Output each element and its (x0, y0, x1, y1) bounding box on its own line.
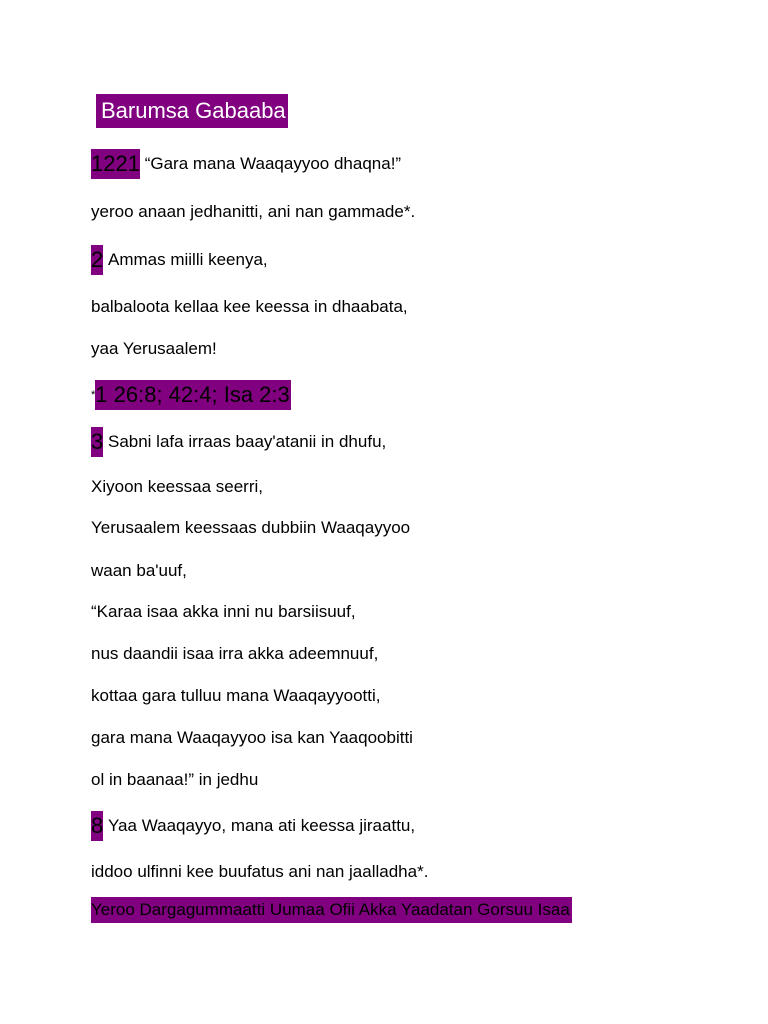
section-heading: Yeroo Dargagummaatti Uumaa Ofii Akka Yaadatan Gorsuu Isaa (91, 897, 572, 923)
footnote-reference-line (91, 380, 291, 410)
verse-line-7 (91, 476, 263, 498)
verse-line-6 (91, 427, 386, 457)
verse-line-1 (91, 149, 401, 179)
verse-line-8 (91, 517, 410, 539)
verse-line-14 (91, 769, 258, 791)
verse-text: waan ba'uuf, (91, 561, 187, 580)
verse-line-10 (91, 601, 356, 623)
verse-text: Ammas miilli keenya, (107, 250, 268, 269)
verse-text: gara mana Waaqayyoo isa kan Yaaqoobitti (91, 728, 413, 747)
verse-text: kottaa gara tulluu mana Waaqayyootti, (91, 686, 381, 705)
verse-number: 3 (91, 427, 103, 457)
verse-text: Xiyoon keessaa seerri, (91, 477, 263, 496)
verse-line-11 (91, 643, 378, 665)
verse-number: 2 (91, 245, 103, 275)
verse-text: “Karaa isaa akka inni nu barsiisuuf, (91, 602, 356, 621)
verse-number: 8 (91, 811, 103, 841)
verse-number: 1221 (91, 149, 140, 179)
footnote-marker: * (91, 389, 96, 401)
verse-text: nus daandii isaa irra akka adeemnuuf, (91, 644, 379, 663)
verse-line-2 (91, 201, 415, 223)
verse-text: yeroo anaan jedhanitti, ani nan gammade*. (91, 202, 416, 221)
verse-text: ol in baanaa!” in jedhu (91, 770, 259, 789)
verse-text: Yerusaalem keessaas dubbiin Waaqayyoo (91, 518, 411, 537)
verse-line-9 (91, 560, 187, 582)
verse-text: iddoo ulfinni kee buufatus ani nan jaalladha*. (91, 862, 429, 881)
verse-line-5 (91, 338, 217, 360)
footnote-reference: 1 26:8; 42:4; Isa 2:3 (95, 380, 290, 410)
verse-line-13 (91, 727, 413, 749)
document-title: Barumsa Gabaaba (96, 94, 288, 128)
verse-line-15 (91, 811, 415, 841)
verse-line-4 (91, 296, 408, 318)
verse-text: “Gara mana Waaqayyoo dhaqna!” (144, 154, 402, 173)
verse-line-12 (91, 685, 380, 707)
verse-text: Sabni lafa irraas baay'atanii in dhufu, (107, 432, 387, 451)
verse-text: balbaloota kellaa kee keessa in dhaabata, (91, 297, 408, 316)
verse-line-16 (91, 861, 428, 883)
verse-text: Yaa Waaqayyo, mana ati keessa jiraattu, (107, 816, 416, 835)
verse-line-3 (91, 245, 268, 275)
verse-text: yaa Yerusaalem! (91, 339, 217, 358)
